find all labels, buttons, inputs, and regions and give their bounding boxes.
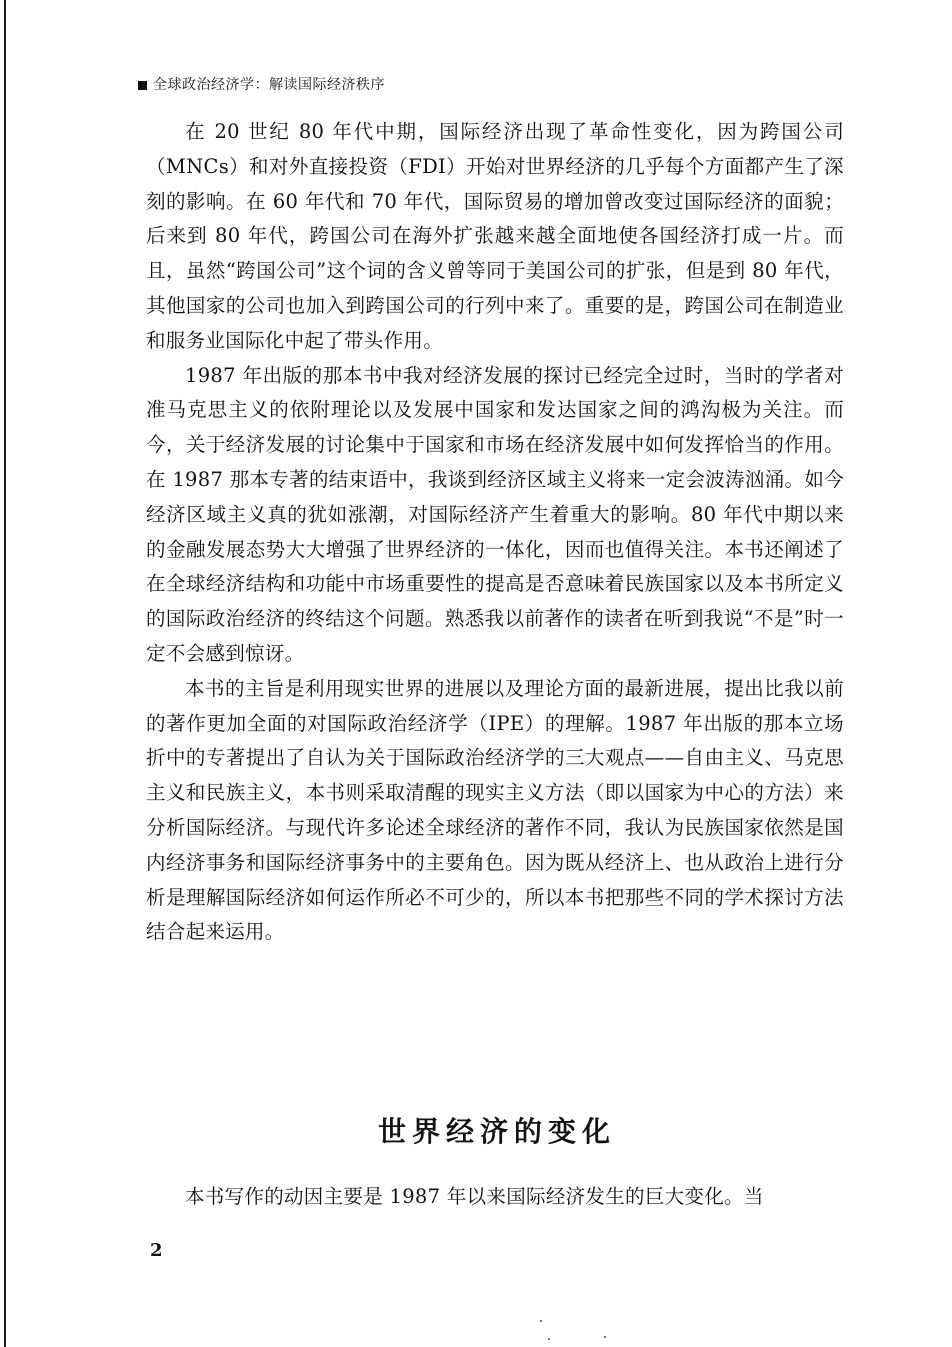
paragraph-2: 1987 年出版的那本书中我对经济发展的探讨已经完全过时，当时的学者对准马克思主义的依附理论以及发展中国家和发达国家之间的鸿沟极为关注。而今，关于经济发展的讨论集中于国家和市场在经济发展中如何发挥恰当的作用。在 1987 那本专著的结束语中，我谈到经济区域主义将来一定会波涛汹涌。如今经济区域主义真的犹如涨潮，对国际经济产生着重大的影响。80 年代中期以来的金融发展态势大大增强了世界经济的一体化，因而也值得关注。本书还阐述了在全球经济结构和功能中市场重要性的提高是否意味着民族国家以及本书所定义的国际政治经济的终结这个问题。熟悉我以前著作的读者在听到我说“不是”时一定不会感到惊讶。 bbox=[146, 363, 844, 665]
scan-speck bbox=[604, 1336, 606, 1338]
scan-speck bbox=[548, 1338, 550, 1340]
running-header bbox=[138, 76, 385, 94]
body-text bbox=[146, 115, 844, 950]
paragraph-3: 本书的主旨是利用现实世界的进展以及理论方面的最新进展，提出比我以前的著作更加全面的对国际政治经济学（IPE）的理解。1987 年出版的那本立场折中的专著提出了自认为关于国际政治经济学的三大观点——自由主义、马克思主义和民族主义，本书则采取清醒的现实主义方法（即以国家为中心的方法）来分析国际经济。与现代许多论述全球经济的著作不同，我认为民族国家依然是国内经济事务和国际经济事务中的主要角色。因为既从经济上、也从政治上进行分析是理解国际经济如何运作所必不可少的，所以本书把那些不同的学术探讨方法结合起来运用。 bbox=[146, 676, 844, 944]
page-number: 2 bbox=[150, 1240, 163, 1261]
scan-speck bbox=[540, 1320, 542, 1322]
running-title: 全球政治经济学：解读国际经济秩序 bbox=[153, 77, 385, 93]
square-bullet-icon bbox=[138, 81, 147, 90]
paragraph-1: 在 20 世纪 80 年代中期，国际经济出现了革命性变化，因为跨国公司（MNCs）和对外直接投资（FDI）开始对世界经济的几乎每个方面都产生了深刻的影响。在 60 年代和 70 年代，国际贸易的增加曾改变过国际经济的面貌；后来到 80 年代，跨国公司在海外扩张越来越全面地使各国经济打成一片。而且，虽然“跨国公司”这个词的含义曾等同于美国公司的扩张，但是到 80 年代，其他国家的公司也加入到跨国公司的行列中来了。重要的是，跨国公司在制造业和服务业国际化中起了带头作用。 bbox=[146, 120, 844, 352]
section-title: 世界经济的变化 bbox=[377, 1115, 616, 1148]
section-first-paragraph: 本书写作的动因主要是 1987 年以来国际经济发生的巨大变化。当 bbox=[185, 1185, 764, 1208]
